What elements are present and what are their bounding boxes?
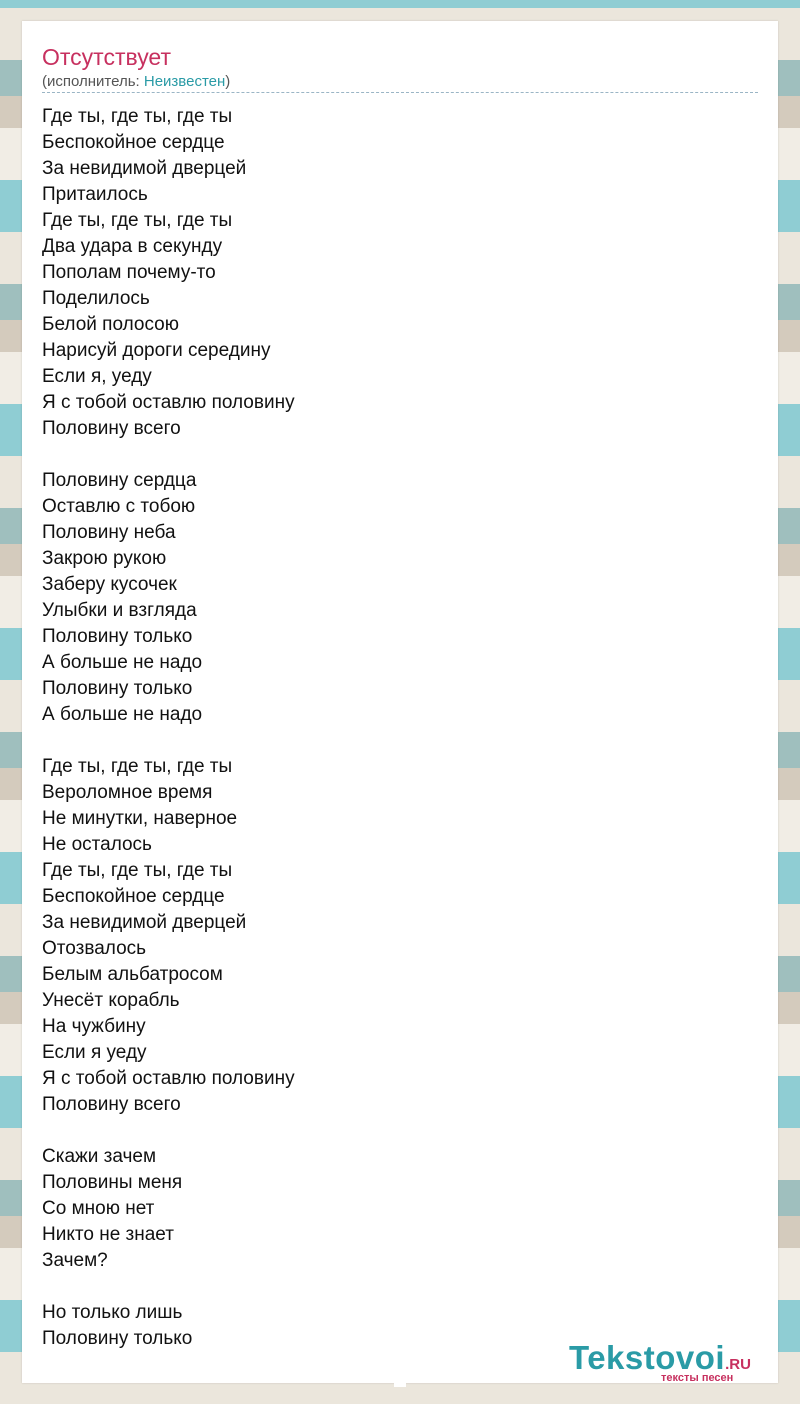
lyric-line: Улыбки и взгляда xyxy=(42,600,197,621)
lyric-line: Закрою рукою xyxy=(42,548,167,569)
verse xyxy=(42,1144,742,1274)
verse xyxy=(42,754,742,1118)
lyric-line: За невидимой дверцей xyxy=(42,158,247,179)
artist-suffix: ) xyxy=(225,73,231,90)
logo-tagline: тексты песен xyxy=(661,1372,734,1384)
site-logo[interactable] xyxy=(569,1339,779,1385)
artist-line xyxy=(42,73,230,91)
lyric-line: Половину только xyxy=(42,678,193,699)
artist-prefix: (исполнитель: xyxy=(42,73,144,90)
lyric-line: Где ты, где ты, где ты xyxy=(42,210,233,231)
lyric-line: Зачем? xyxy=(42,1250,108,1271)
lyric-line: Если я, уеду xyxy=(42,366,152,387)
lyric-line: Если я уеду xyxy=(42,1042,147,1063)
lyric-line: Оставлю с тобою xyxy=(42,496,196,517)
lyric-line: Отозвалось xyxy=(42,938,147,959)
lyric-line: Где ты, где ты, где ты xyxy=(42,860,233,881)
lyric-line: Половину только xyxy=(42,626,193,647)
artist-link[interactable]: Неизвестен xyxy=(143,73,226,90)
logo-domain: .RU xyxy=(725,1356,751,1373)
lyric-line: Где ты, где ты, где ты xyxy=(42,106,233,127)
lyrics-card xyxy=(22,21,778,1383)
lyric-line: А больше не надо xyxy=(42,652,203,673)
logo-name: Tekstovoi xyxy=(569,1339,726,1376)
lyric-line: Половину неба xyxy=(42,522,176,543)
lyric-line: Не минутки, наверное xyxy=(42,808,238,829)
lyric-line: Два удара в секунду xyxy=(42,236,223,257)
lyric-line: Поделилось xyxy=(42,288,150,309)
lyric-line: Притаилось xyxy=(42,184,148,205)
lyric-line: Никто не знает xyxy=(42,1224,174,1245)
lyric-line: Унесёт корабль xyxy=(42,990,180,1011)
lyric-line: Половины меня xyxy=(42,1172,183,1193)
title-divider xyxy=(42,92,758,93)
lyric-line: Нарисуй дороги середину xyxy=(42,340,271,361)
lyric-line: Не осталось xyxy=(42,834,152,855)
lyric-line: Половину всего xyxy=(42,418,181,439)
lyrics-text xyxy=(42,104,742,1378)
lyric-line: Белой полосою xyxy=(42,314,179,335)
lyric-line: Половину сердца xyxy=(42,470,197,491)
lyric-line: Беспокойное сердце xyxy=(42,886,225,907)
lyric-line: За невидимой дверцей xyxy=(42,912,247,933)
lyric-line: Но только лишь xyxy=(42,1302,183,1323)
lyric-line: Где ты, где ты, где ты xyxy=(42,756,233,777)
lyric-line: Пополам почему-то xyxy=(42,262,216,283)
lyric-line: Скажи зачем xyxy=(42,1146,157,1167)
lyric-line: Беспокойное сердце xyxy=(42,132,225,153)
song-title: Отсутствует xyxy=(42,44,171,70)
verse xyxy=(42,468,742,728)
lyric-line: Я с тобой оставлю половину xyxy=(42,1068,295,1089)
lyric-line: Белым альбатросом xyxy=(42,964,223,985)
lyric-line: Половину только xyxy=(42,1328,193,1349)
verse xyxy=(42,104,742,442)
lyric-line: Вероломное время xyxy=(42,782,213,803)
lyric-line: Со мною нет xyxy=(42,1198,155,1219)
lyric-line: Половину всего xyxy=(42,1094,181,1115)
lyric-line: Я с тобой оставлю половину xyxy=(42,392,295,413)
lyric-line: А больше не надо xyxy=(42,704,203,725)
lyric-line: Заберу кусочек xyxy=(42,574,177,595)
lyric-line: На чужбину xyxy=(42,1016,146,1037)
bottom-tab xyxy=(394,1381,406,1387)
